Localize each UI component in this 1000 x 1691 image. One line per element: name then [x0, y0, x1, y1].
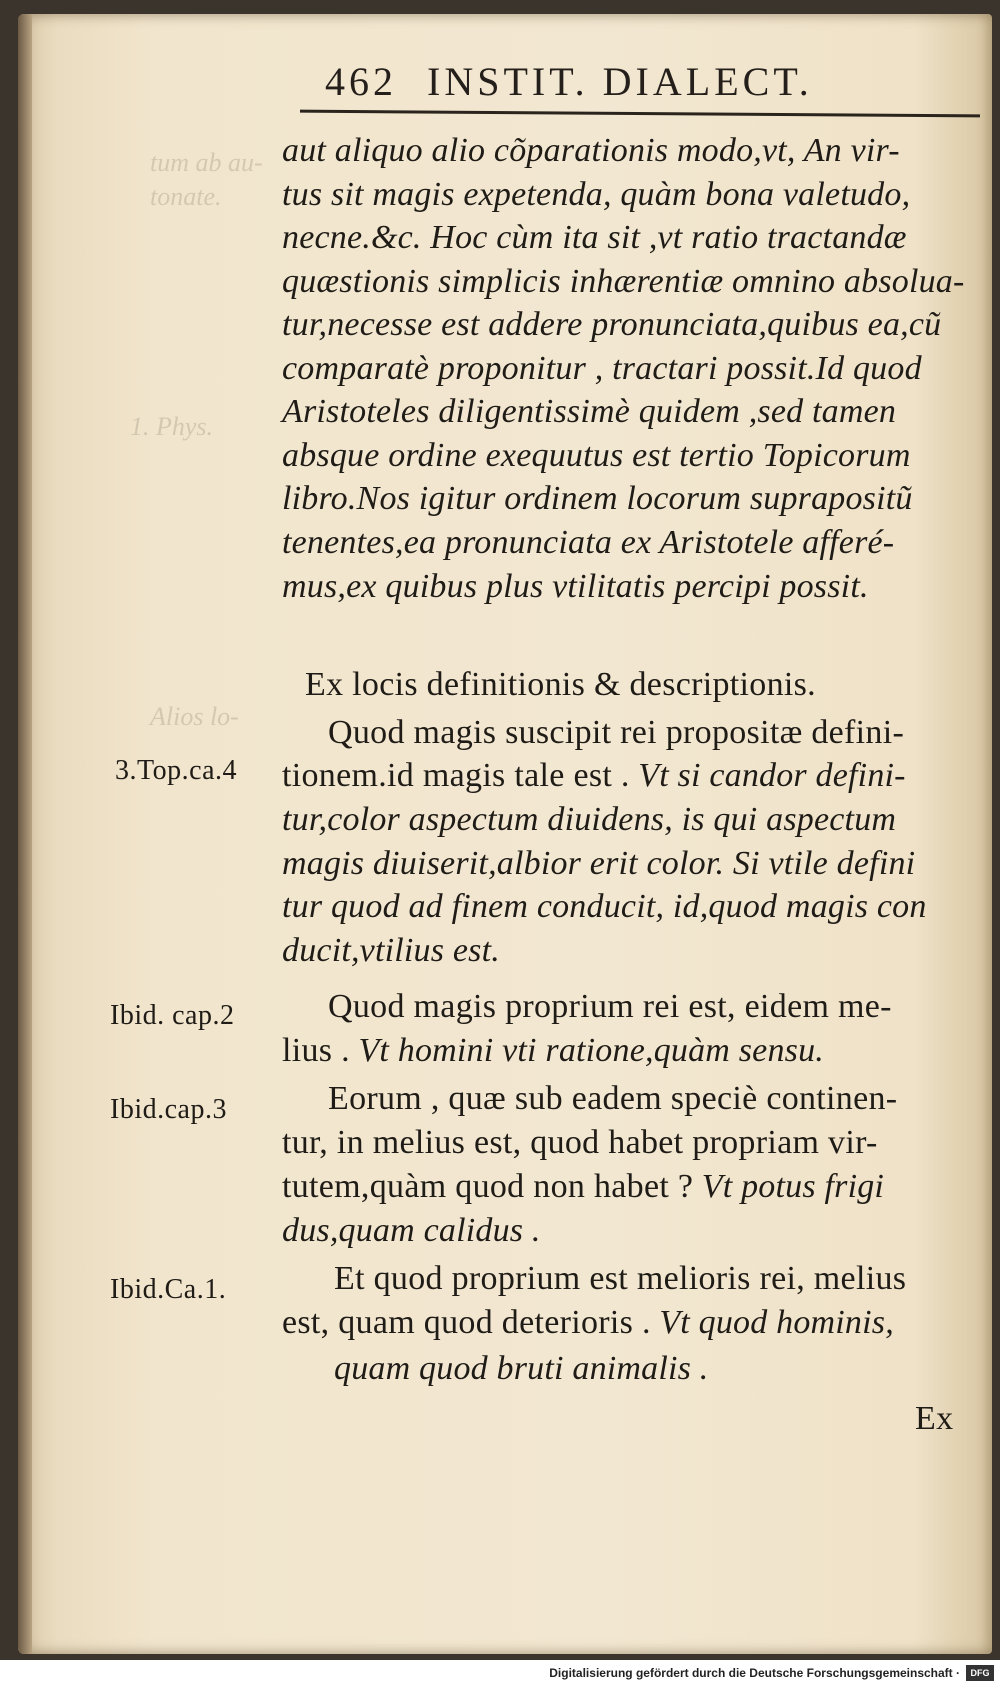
text-line: libro.Nos igitur ordinem locorum suprapositũ	[282, 480, 913, 517]
text-line: tionem.id magis tale est . Vt si candor defini-	[282, 757, 906, 794]
text-line: tur, in melius est, quod habet propriam vir-	[282, 1124, 878, 1161]
text-line: Aristoteles diligentissimè quidem ,sed tamen	[282, 393, 897, 430]
running-head-title: INSTIT. DIALECT.	[427, 59, 813, 104]
text-line: tutem,quàm quod non habet ? Vt potus frigi	[282, 1168, 885, 1205]
text-line: dus,quam calidus .	[282, 1212, 541, 1249]
text-line: comparatè proponitur , tractari possit.Id quod	[282, 350, 922, 387]
text-line: quam quod bruti animalis .	[334, 1350, 709, 1387]
dfg-logo: DFG	[966, 1665, 994, 1681]
text-line: tur,color aspectum diuidens, is qui aspectum	[282, 801, 897, 838]
text-line: est, quam quod deterioris . Vt quod hominis,	[282, 1304, 894, 1341]
margin-note: Ibid.Ca.1.	[110, 1274, 227, 1305]
page-number: 462	[325, 59, 397, 104]
bleed-through-text: Alios lo-	[150, 702, 239, 731]
text-line: Et quod proprium est melioris rei, melius	[334, 1260, 907, 1297]
running-head	[325, 58, 925, 105]
text-line: necne.&c. Hoc cùm ita sit ,vt ratio tractandæ	[282, 219, 907, 256]
bleed-through-text: tum ab au-	[150, 148, 263, 177]
section-heading: Ex locis definitionis & descriptionis.	[305, 666, 816, 703]
page-gutter	[18, 14, 32, 1654]
text-line: aut aliquo alio cõparationis modo,vt, An vir-	[282, 132, 900, 169]
bleed-through-text: 1. Phys.	[130, 412, 214, 441]
text-line: mus,ex quibus plus vtilitatis percipi possit.	[282, 568, 869, 605]
margin-note: Ibid. cap.2	[110, 1000, 235, 1031]
footer-bar	[0, 1660, 1000, 1691]
text-line: Quod magis proprium rei est, eidem me-	[328, 988, 892, 1025]
text-line: tur quod ad finem conducit, id,quod magis con	[282, 888, 927, 925]
margin-note: 3.Top.ca.4	[115, 755, 238, 786]
bleed-through-text: tonate.	[150, 182, 222, 211]
text-line: quæstionis simplicis inhærentiæ omnino absolua-	[282, 263, 965, 300]
text-line: Quod magis suscipit rei propositæ defini-	[328, 714, 905, 751]
text-line: tur,necesse est addere pronunciata,quibus ea,cũ	[282, 306, 942, 343]
text-line: Eorum , quæ sub eadem speciè continen-	[328, 1080, 898, 1117]
text-line: absque ordine exequutus est tertio Topicorum	[282, 437, 911, 474]
text-line: magis diuiserit,albior erit color. Si vtile defini	[282, 845, 916, 882]
text-line: lius . Vt homini vti ratione,quàm sensu.	[282, 1032, 825, 1069]
text-line: tus sit magis expetenda, quàm bona valetudo,	[282, 176, 911, 213]
text-line: ducit,vtilius est.	[282, 932, 500, 969]
margin-note: Ibid.cap.3	[110, 1094, 227, 1125]
text-line: tenentes,ea pronunciata ex Aristotele afferé-	[282, 524, 895, 561]
catchword: Ex	[915, 1400, 954, 1437]
footer-credit: Digitalisierung gefördert durch die Deutsche Forschungsgemeinschaft ·	[549, 1666, 960, 1680]
